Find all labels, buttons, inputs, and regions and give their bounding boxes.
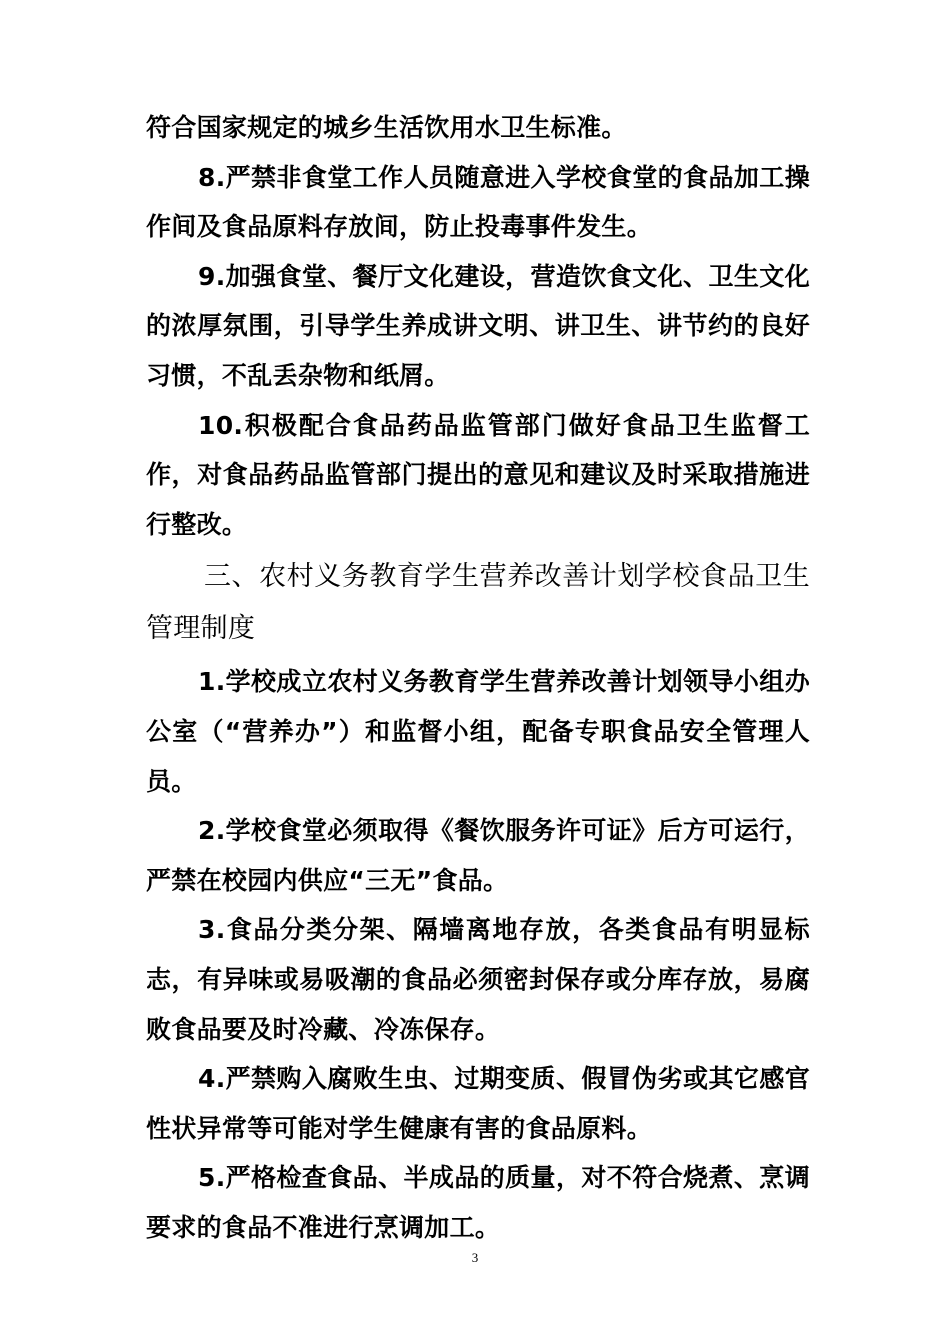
paragraph-continuation: 符合国家规定的城乡生活饮用水卫生标准。 xyxy=(146,113,627,142)
document-body xyxy=(146,103,810,1252)
paragraph-item-8: 8.严禁非食堂工作人员随意进入学校食堂的食品加工操作间及食品原料存放间，防止投毒事件发生。 xyxy=(146,162,810,242)
paragraph-section3-item-5: 5.严格检查食品、半成品的质量，对不符合烧煮、烹调要求的食品不准进行烹调加工。 xyxy=(146,1163,810,1242)
paragraph-section3-item-1: 1.学校成立农村义务教育学生营养改善计划领导小组办公室（“营养办”）和监督小组，配备专职食品安全管理人员。 xyxy=(146,667,810,796)
paragraph-section3-item-2: 2.学校食堂必须取得《餐饮服务许可证》后方可运行，严禁在校园内供应“三无”食品。 xyxy=(146,816,810,895)
paragraph-section3-item-3: 3.食品分类分架、隔墙离地存放，各类食品有明显标志，有异味或易吸潮的食品必须密封保存或分库存放，易腐败食品要及时冷藏、冷冻保存。 xyxy=(146,915,810,1044)
page-number: 3 xyxy=(471,1250,479,1265)
paragraph-item-10: 10.积极配合食品药品监管部门做好食品卫生监督工作，对食品药品监管部门提出的意见和建议及时采取措施进行整改。 xyxy=(146,410,810,539)
section-heading-3: 三、农村义务教育学生营养改善计划学校食品卫生管理制度 xyxy=(146,561,810,645)
paragraph-item-9: 9.加强食堂、餐厅文化建设，营造饮食文化、卫生文化的浓厚氛围，引导学生养成讲文明、讲卫生、讲节约的良好习惯，不乱丢杂物和纸屑。 xyxy=(146,261,810,390)
paragraph-section3-item-4: 4.严禁购入腐败生虫、过期变质、假冒伪劣或其它感官性状异常等可能对学生健康有害的食品原料。 xyxy=(146,1064,810,1143)
